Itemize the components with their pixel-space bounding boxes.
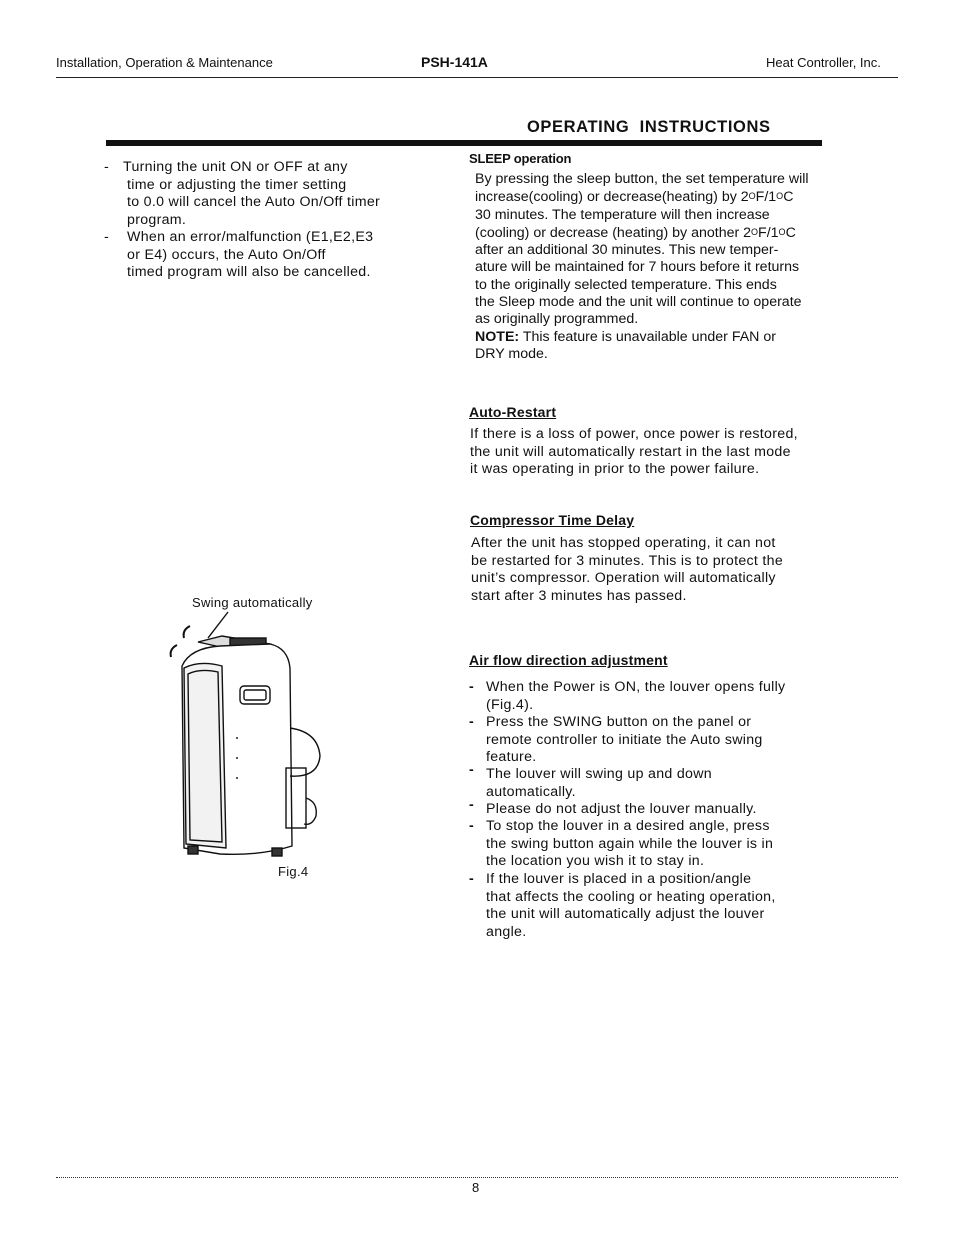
sleep-line-temp-2 <box>475 225 855 242</box>
airflow-heading: Air flow direction adjustment <box>469 652 668 668</box>
auto-restart-heading: Auto-Restart <box>469 404 557 420</box>
item-line: automatically. <box>486 783 576 800</box>
compressor-paragraph <box>471 535 871 605</box>
sleep-text: F/1 <box>758 224 779 241</box>
note-label: NOTE: <box>475 328 520 345</box>
item-line: feature. <box>486 749 537 765</box>
sleep-heading: SLEEP operation <box>469 151 572 166</box>
airflow-item <box>469 871 849 941</box>
sleep-line: the Sleep mode and the unit will continue to operate <box>475 294 802 311</box>
bullet-line: to 0.0 will cancel the Auto On/Off timer <box>127 194 381 210</box>
bullet-dash: - <box>469 679 475 695</box>
sleep-text: C <box>785 224 796 241</box>
left-bullet-2 <box>104 229 424 284</box>
sleep-line: to the originally selected temperature. This ends <box>475 276 777 293</box>
airflow-item <box>469 762 849 802</box>
item-line: The louver will swing up and down <box>486 766 712 782</box>
section-divider-bar <box>106 140 822 146</box>
para-line: it was operating in prior to the power failure. <box>470 461 760 478</box>
para-line: unit’s compressor. Operation will automatically <box>471 570 776 587</box>
sleep-line: as originally programmed. <box>475 311 639 328</box>
sleep-line: DRY mode. <box>475 345 548 362</box>
footer-rule <box>56 1177 898 1178</box>
bullet-line: Turning the unit ON or OFF at any <box>123 159 348 175</box>
degree-symbol: O <box>778 226 786 237</box>
item-line: To stop the louver in a desired angle, press <box>486 818 770 834</box>
item-line: Press the SWING button on the panel or <box>486 714 752 730</box>
para-line: If there is a loss of power, once power is restored, <box>470 426 798 442</box>
sleep-line: By pressing the sleep button, the set temperature will <box>475 171 809 187</box>
bullet-line: program. <box>127 211 187 228</box>
header-right: Heat Controller, Inc. <box>766 55 881 70</box>
sleep-text: C <box>783 189 794 206</box>
airflow-item <box>469 679 849 715</box>
item-line: that affects the cooling or heating operation, <box>486 888 776 905</box>
item-line: remote controller to initiate the Auto swing <box>486 731 763 748</box>
sleep-line: after an additional 30 minutes. This new temper- <box>475 242 779 259</box>
portable-ac-illustration <box>160 608 330 860</box>
compressor-heading: Compressor Time Delay <box>470 512 635 528</box>
item-line: (Fig.4). <box>486 696 534 713</box>
figure-caption-fig4: Fig.4 <box>278 864 309 879</box>
para-line: start after 3 minutes has passed. <box>471 587 687 604</box>
bullet-dash: - <box>469 762 475 778</box>
sleep-text: increase(cooling) or decrease(heating) by 2 <box>475 189 749 206</box>
para-line: be restarted for 3 minutes. This is to protect the <box>471 552 784 569</box>
page-number: 8 <box>472 1180 480 1195</box>
item-line: the location you wish it to stay in. <box>486 853 705 869</box>
sleep-note <box>475 329 855 346</box>
airflow-item <box>469 714 849 767</box>
bullet-dash: - <box>469 797 475 813</box>
item-line: the swing button again while the louver is in <box>486 835 774 852</box>
section-title: OPERATING INSTRUCTIONS <box>527 118 771 136</box>
bullet-dash: - <box>469 818 475 834</box>
sleep-text: (cooling) or decrease (heating) by another 2 <box>475 224 752 241</box>
para-line: After the unit has stopped operating, it can not <box>471 535 776 551</box>
bullet-dash: - <box>469 714 475 730</box>
figure-caption-swing: Swing automatically <box>192 595 313 610</box>
sleep-paragraph <box>475 171 855 363</box>
left-bullet-1 <box>104 159 424 231</box>
item-line: the unit will automatically adjust the louver <box>486 906 765 922</box>
item-line: If the louver is placed in a position/angle <box>486 871 752 887</box>
degree-symbol: O <box>751 226 759 237</box>
item-line: When the Power is ON, the louver opens fully <box>486 679 786 695</box>
bullet-dash: - <box>469 871 475 887</box>
degree-symbol: O <box>776 191 784 202</box>
sleep-line: 30 minutes. The temperature will then increase <box>475 206 770 223</box>
note-text: This feature is unavailable under FAN or <box>519 328 776 345</box>
auto-restart-paragraph <box>470 426 870 479</box>
degree-symbol: O <box>748 191 756 202</box>
header-model: PSH-141A <box>421 54 488 70</box>
sleep-text: F/1 <box>755 189 777 206</box>
item-line: angle. <box>486 923 527 940</box>
para-line: the unit will automatically restart in the last mode <box>470 443 791 460</box>
bullet-line: or E4) occurs, the Auto On/Off <box>127 246 326 263</box>
bullet-line: timed program will also be cancelled. <box>127 264 371 280</box>
airflow-item <box>469 797 849 819</box>
bullet-dash: - <box>104 159 110 175</box>
bullet-line: When an error/malfunction (E1,E2,E3 <box>127 229 374 245</box>
item-line: Please do not adjust the louver manually. <box>486 801 757 817</box>
header-left: Installation, Operation & Maintenance <box>56 55 273 70</box>
sleep-line: ature will be maintained for 7 hours before it returns <box>475 259 800 276</box>
airflow-item <box>469 818 849 871</box>
header-rule <box>56 77 898 78</box>
bullet-dash: - <box>104 229 110 245</box>
sleep-line-temp-1 <box>475 189 855 206</box>
bullet-line: time or adjusting the timer setting <box>127 176 347 193</box>
